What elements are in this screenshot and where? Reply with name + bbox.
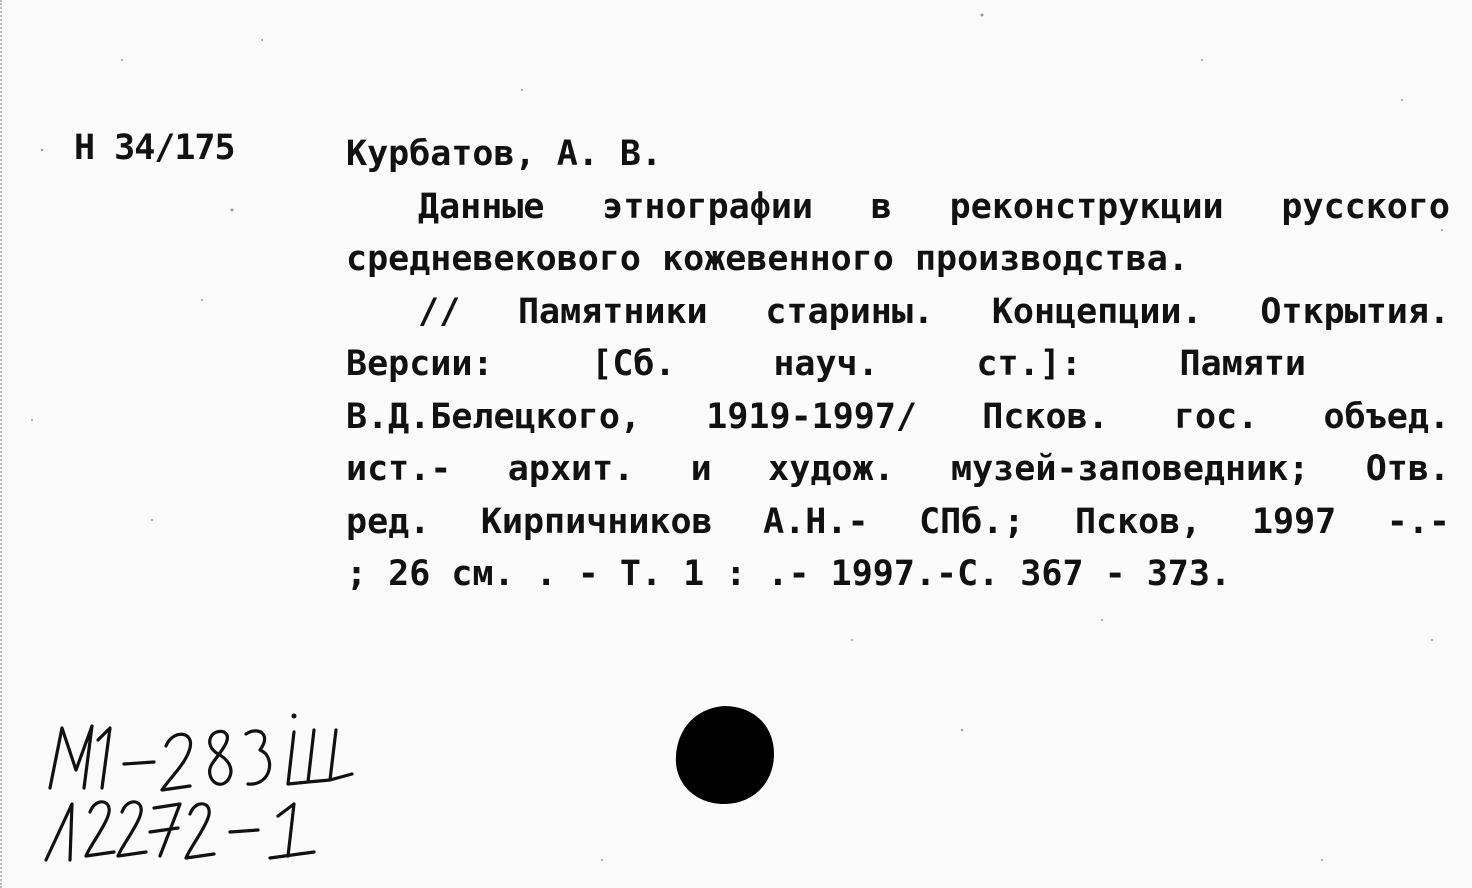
source-line-5: ред. Кирпичников А.Н.- СПб.; Псков, 1997 -.- — [346, 501, 1450, 542]
title-line-2: средневекового кожевенного производства. — [346, 239, 1189, 279]
source-line-2: Версии: [Сб. науч. ст.]: Памяти — [346, 344, 1306, 384]
source-line-6: ; 26 см. . - Т. 1 : .- 1997.-С. 367 - 373. — [346, 554, 1232, 594]
author-line: Курбатов, А. В. — [346, 134, 663, 174]
punch-hole — [670, 702, 778, 808]
call-number: Н 34/175 — [74, 128, 235, 168]
title-line-1: Данные этнографии в реконструкции русского — [418, 186, 1450, 227]
handwritten-shelf-marks — [32, 700, 392, 870]
bibliographic-record — [346, 128, 1450, 601]
source-line-1: // Памятники старины. Концепции. Открытия. — [418, 291, 1450, 332]
source-line-3: В.Д.Белецкого, 1919-1997/ Псков. гос. объед. — [346, 396, 1450, 437]
source-line-4: ист.- архит. и худож. музей-заповедник; Отв. — [346, 449, 1450, 489]
